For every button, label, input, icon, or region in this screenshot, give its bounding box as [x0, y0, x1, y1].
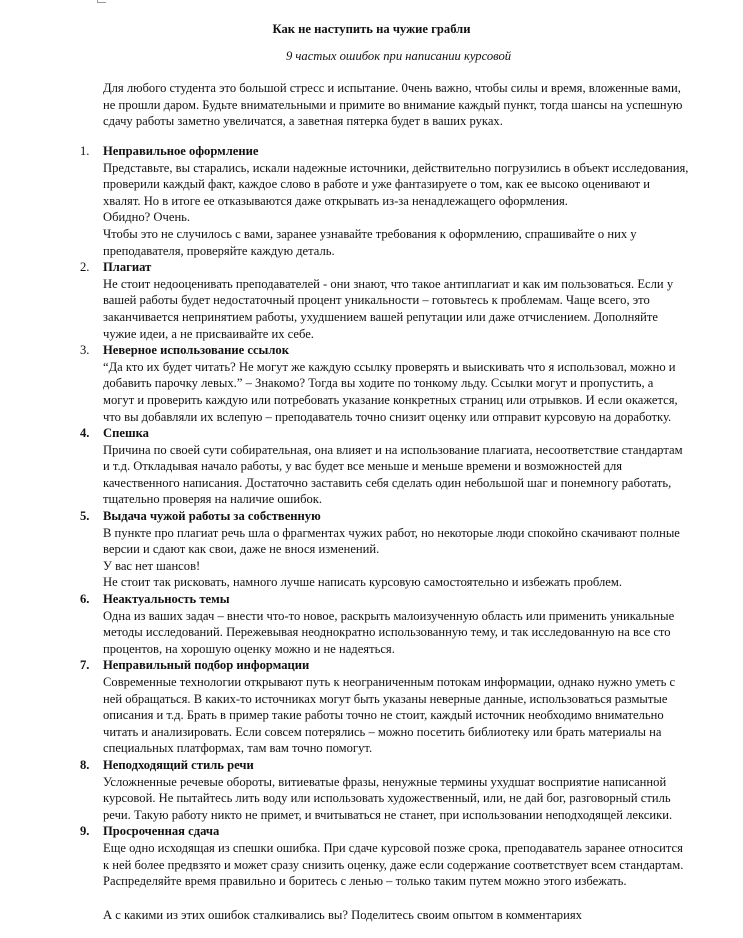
item-line: Одна из ваших задач – внести что-то новое, раскрыть малоизученную область или применить уникальные: [103, 608, 675, 623]
item-line: читать и анализировать. Если совсем потерялись – можно посетить библиотеку или брать материалы на: [103, 724, 662, 739]
item-line: курсовой. Не пытайтесь лить воду или использовать художественный, или, не дай бог, разговорный стиль: [103, 791, 671, 806]
item-line: описания и т.д. Брать в пример такие работы точно не стоит, каждый источник необходимо внимательно: [103, 708, 664, 723]
item-line: преподавателя, проверяйте каждую деталь.: [103, 243, 335, 258]
mistakes-list: [0, 143, 743, 890]
item-line: вашей работы будет недостаточный процент уникальности – готовьтесь к проблемам. Чаще всего, это: [103, 293, 650, 308]
item-line: процентов, на хорошую оценку можно и не надеяться.: [103, 641, 395, 656]
item-number: 8.: [80, 757, 90, 772]
item-line: Причина по своей сути собирательная, она влияет и на использование плагиата, несоответствие стандартам: [103, 442, 683, 457]
item-line: Распределяйте время правильно и боритесь с ленью – только таким путем можно этого избежать.: [103, 874, 627, 889]
item-line: речи. Такую работу никто не примет, и вчитываться не станет, при использовании неподходящей лексики.: [103, 807, 673, 822]
list-item: [0, 259, 743, 342]
list-item: [0, 143, 743, 259]
intro-line: сдачу работы заметно увеличатся, а заветная пятерка будет в ваших руках.: [103, 114, 503, 129]
item-line: Чтобы это не случилось с вами, заранее узнавайте требования к оформлению, спрашивайте о них у: [103, 226, 637, 241]
item-line: хвалят. Но в итоге ее отказываются даже открывать из-за ненадлежащего оформления.: [103, 193, 568, 208]
list-item: [0, 657, 743, 757]
item-line: к ней более предвзято и может сразу снизить оценку, даже если содержание соответствует всем стандартам.: [103, 857, 684, 872]
item-line: проверили каждый факт, каждое слово в работе и уже фантазируете о том, как ее высоко оценивают и: [103, 177, 650, 192]
list-item: [0, 425, 743, 508]
item-line: Не стоит так рисковать, намного лучше написать курсовую самостоятельно и избежать проблем.: [103, 575, 622, 590]
list-item: [0, 342, 743, 425]
item-heading: Неправильное оформление: [103, 144, 259, 158]
item-heading: Просроченная сдача: [103, 824, 220, 839]
closing-line: А с какими из этих ошибок сталкивались вы? Поделитесь своим опытом в комментариях: [103, 908, 582, 922]
item-line: могут и проверить каждую или потребовать указание конкретных страниц или отрывков. И если окажется,: [103, 392, 678, 407]
item-heading: Выдача чужой работы за собственную: [103, 509, 321, 524]
item-line: Современные технологии открывают путь к неограниченным потокам информации, однако нужно уметь с: [103, 675, 676, 689]
list-item: [0, 591, 743, 657]
document-subtitle: 9 частых ошибок при написании курсовой: [285, 49, 512, 63]
intro-line: не прошли даром. Будьте внимательными и примите во внимание каждый пункт, тогда шансы на успешную: [103, 97, 683, 112]
item-heading: Неправильный подбор информации: [103, 658, 310, 673]
text-boundary-mark: [97, 0, 106, 3]
list-item: [0, 508, 743, 591]
item-line: Представьте, вы старались, искали надежные источники, действительно погрузились в объект исследования,: [103, 160, 689, 175]
item-heading: Спешка: [103, 426, 149, 441]
item-line: Еще одно исходящая из спешки ошибка. При сдаче курсовой позже срока, преподаватель заранее относится: [103, 840, 683, 855]
item-number: 4.: [80, 426, 90, 441]
item-heading: Неверное использование ссылок: [103, 343, 289, 358]
item-heading: Плагиат: [103, 260, 152, 275]
item-number: 3.: [80, 343, 90, 358]
item-line: что вы добавляли их вслепую – преподаватель точно снизит оценку или отправит курсовую на доработку.: [103, 409, 672, 424]
item-line: добавить парочку левых.” – Знакомо? Тогда вы ходите по тонкому льду. Ссылки могут и пропустить, а: [103, 376, 654, 391]
item-line: и т.д. Откладывая начало работы, у вас будет все меньше и меньше времени и возможностей для: [103, 459, 623, 474]
item-line: специальных платформах, там вам точно помогут.: [103, 741, 373, 756]
item-line: методы исследований. Пережевывая неоднократно использованную тему, и так исследованную на все сто: [103, 625, 671, 640]
item-line: Обидно? Очень.: [103, 210, 191, 225]
item-number: 9.: [80, 824, 90, 839]
intro-paragraph: [103, 80, 713, 130]
intro-line: Для любого студента это большой стресс и испытание. 0чень важно, чтобы силы и время, вложенные вами,: [103, 81, 681, 95]
item-line: Усложненные речевые обороты, витиеватые фразы, ненужные термины ухудшат восприятие написанной: [103, 774, 667, 789]
item-line: Не стоит недооценивать преподавателей - они знают, что такое антиплагиат и как им пользоваться. Если у: [103, 276, 674, 291]
item-number: 2.: [80, 260, 90, 275]
item-number: 7.: [80, 658, 90, 673]
item-number: 6.: [80, 592, 90, 607]
document-title: Как не наступить на чужие грабли: [272, 22, 471, 36]
item-line: качественного написания. Достаточно заставить себя сделать один небольшой шаг и понемногу работать,: [103, 475, 672, 490]
item-line: заканчивается непринятием работы, ухудшением вашей репутации или даже отчислением. Дополняйте: [103, 309, 658, 324]
item-number: 5.: [80, 509, 90, 524]
item-line: версии и сдают как свои, даже не внося изменений.: [103, 542, 380, 557]
item-heading: Неподходящий стиль речи: [103, 757, 254, 772]
item-heading: Неактуальность темы: [103, 592, 230, 607]
item-line: “Да кто их будет читать? Не могут же каждую ссылку проверять и выискивать что я использовал, можно и: [103, 359, 676, 374]
item-line: тщательно проверяя на наличие ошибок.: [103, 492, 323, 507]
item-line: У вас нет шансов!: [103, 558, 201, 573]
list-item: [0, 823, 743, 889]
item-number: 1.: [80, 144, 90, 158]
item-line: ней обращаться. В каких-то источниках могут быть указаны неверные данные, использоваться размытые: [103, 691, 668, 706]
list-item: [0, 757, 743, 823]
item-line: чужие идеи, а не присваивайте их себе.: [103, 326, 314, 341]
item-line: В пункте про плагиат речь шла о фрагментах чужих работ, но некоторые люди спокойно скачивают полные: [103, 525, 680, 540]
